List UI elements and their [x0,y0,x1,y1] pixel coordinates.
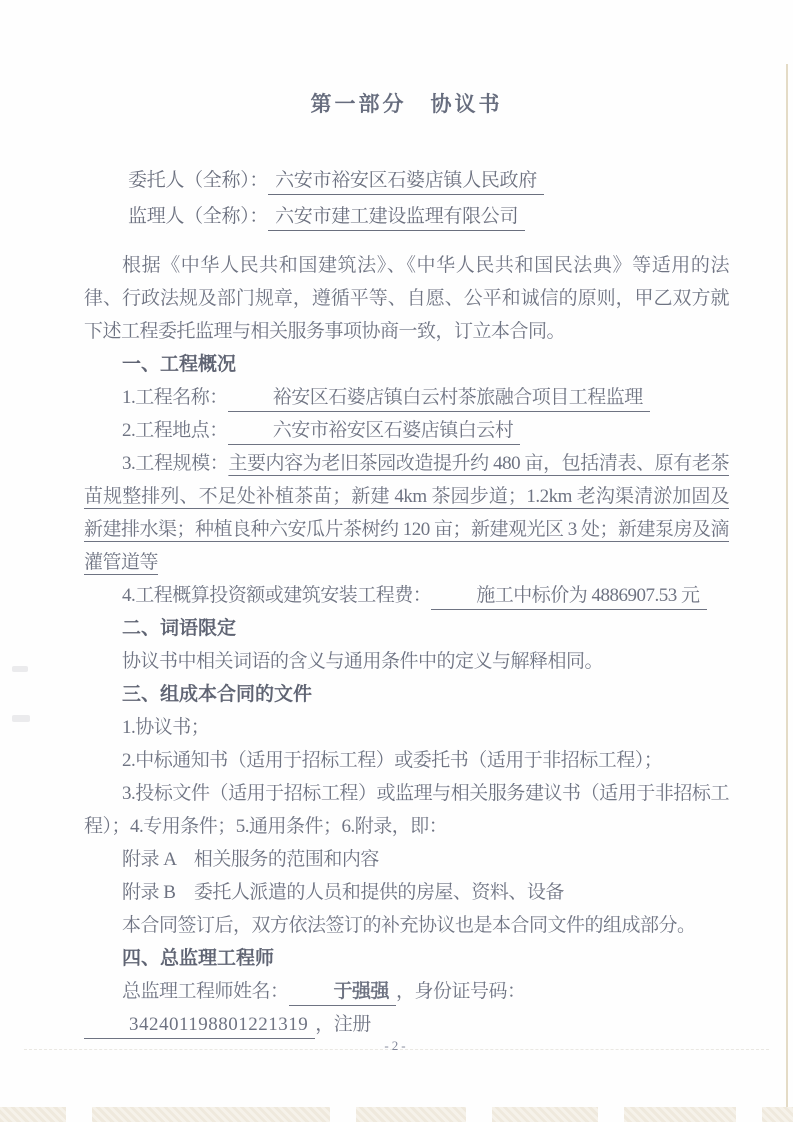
chief-engineer-name-label: 总监理工程师姓名： [122,981,289,1002]
supervisor-name-value: 六安市建工建设监理有限公司 [268,204,525,231]
scan-smudge [12,666,28,672]
project-location-label: 2.工程地点： [122,420,228,441]
section-heading-documents: 三、组成本合同的文件 [122,684,313,705]
scan-smudge [12,715,30,722]
supervisor-line [128,199,544,235]
terms-body: 协议书中相关词语的含义与通用条件中的定义与解释相同。 [122,651,604,672]
chief-engineer-id-value: 342401198801221319 [84,1012,315,1039]
project-name-label: 1.工程名称： [122,387,228,408]
project-name-line [84,381,729,414]
scan-band-gap [330,1107,356,1122]
client-line [128,163,544,199]
scan-edge-line [786,64,788,1122]
project-name-value: 裕安区石婆店镇白云村茶旅融合项目工程监理 [228,385,650,412]
project-scale-label: 3.工程规模： [122,453,229,474]
project-cost-label: 4.工程概算投资额或建筑安装工程费： [122,585,432,606]
project-location-line [84,414,729,447]
chief-engineer-id-label: ，身份证号码： [396,981,526,1002]
section-heading-terms: 二、词语限定 [122,618,237,639]
project-cost-value: 施工中标价为 4886907.53 元 [431,583,706,610]
section-heading-overview: 一、工程概况 [122,354,237,375]
chief-engineer-line-tail: ，注册 [315,1014,371,1035]
scan-band-gap [598,1107,624,1122]
preamble-paragraph: 根据《中华人民共和国建筑法》、《中华人民共和国民法典》等适用的法律、行政法规及部门规章，遵循平等、自愿、公平和诚信的原则，甲乙双方就下述工程委托监理与相关服务事项协商一致，订立本合同。 [84,255,729,342]
project-location-value: 六安市裕安区石婆店镇白云村 [228,418,521,445]
chief-engineer-line [84,975,729,1041]
documents-item-1: 1.协议书； [122,717,210,738]
client-label: 委托人（全称）： [128,170,269,191]
project-cost-line [84,579,729,612]
chief-engineer-name-value: 于强强 [289,979,397,1006]
page-title: 第一部分 协议书 [310,92,503,116]
scan-band-gap [66,1107,92,1122]
appendix-a-line: 附录 A 相关服务的范围和内容 [122,849,379,870]
supervisor-label: 监理人（全称）： [128,206,269,227]
section-heading-chief-engineer: 四、总监理工程师 [122,948,275,969]
client-name-value: 六安市裕安区石婆店镇人民政府 [268,168,544,195]
parties-block [128,163,544,235]
scan-bottom-band [0,1107,793,1122]
supplement-note: 本合同签订后，双方依法签订的补充协议也是本合同文件的组成部分。 [122,915,696,936]
page-number: -2- [384,1038,409,1053]
appendix-b-line: 附录 B 委托人派遣的人员和提供的房屋、资料、设备 [122,882,564,903]
project-scale-line [84,447,729,579]
documents-item-2: 2.中标通知书（适用于招标工程）或委托书（适用于非招标工程）； [122,750,663,771]
project-scale-value: 主要内容为老旧茶园改造提升约 480 亩，包括清表、原有老茶苗规整排列、不足处补植茶苗；新建 4km 茶园步道；1.2km 老沟渠清淤加固及新建排水渠；种植良种六安瓜片茶树约 120 亩；新建观光区 3 处；新建泵房及滴灌管道等 [84,453,730,573]
documents-item-3: 3.投标文件（适用于招标工程）或监理与相关服务建议书（适用于非招标工程）；4.专用条件；5.通用条件；6.附录，即： [84,783,729,837]
contract-body [84,249,729,1041]
scan-band-gap [466,1107,492,1122]
scan-band-gap [736,1107,762,1122]
